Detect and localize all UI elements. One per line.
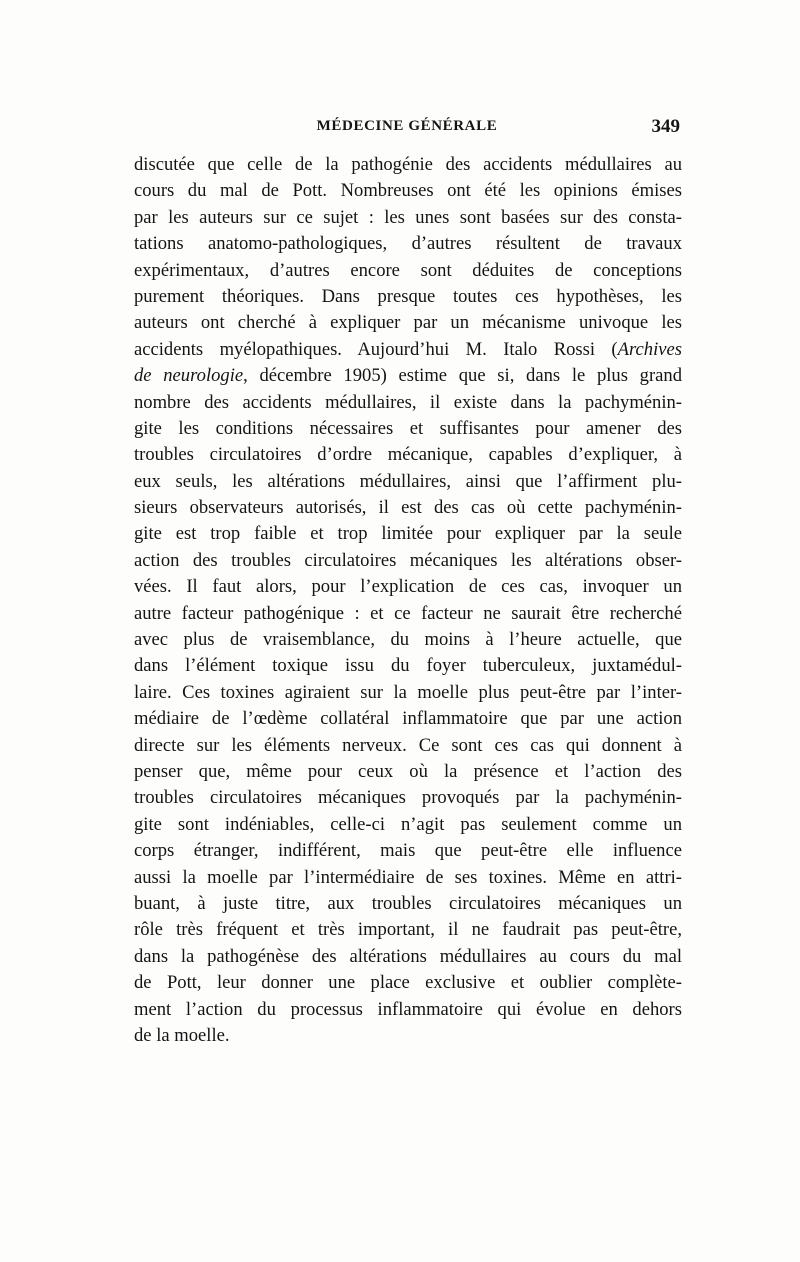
text-line: de Pott, leur donner une place exclusive et oublier complète- [134, 972, 682, 994]
text-segment: accidents myélopathiques. Aujourd’hui M. Italo Rossi ( [134, 338, 618, 360]
text-line: buant, à juste titre, aux troubles circulatoires mécaniques un [134, 892, 682, 914]
text-line: eux seuls, les altérations médullaires, ainsi que l’affirment plu- [134, 470, 682, 492]
text-line: avec plus de vraisemblance, du moins à l’heure actuelle, que [134, 629, 682, 651]
text-line: sieurs observateurs autorisés, il est des cas où cette pachyménin- [134, 497, 682, 519]
text-line: gite sont indéniables, celle-ci n’agit pas seulement comme un [134, 813, 682, 835]
text-line: action des troubles circulatoires mécaniques les altérations obser- [134, 549, 682, 571]
italic-title: Archives [617, 338, 682, 360]
text-line: tations anatomo-pathologiques, d’autres résultent de travaux [134, 233, 682, 255]
text-line: gite les conditions nécessaires et suffisantes pour amener des [134, 417, 682, 439]
text-line: vées. Il faut alors, pour l’explication de ces cas, invoquer un [134, 576, 682, 598]
text-line: aussi la moelle par l’intermédiaire de ses toxines. Même en attri- [134, 866, 682, 888]
text-line: rôle très fréquent et très important, il ne faudrait pas peut-être, [134, 919, 682, 941]
text-segment: , décembre 1905) estime que si, dans le plus grand [243, 365, 682, 387]
body-paragraph [134, 152, 682, 1049]
text-line: médiaire de l’œdème collatéral inflammatoire que par une action [134, 708, 682, 730]
text-line: discutée que celle de la pathogénie des accidents médullaires au [134, 154, 682, 175]
text-line: gite est trop faible et trop limitée pour expliquer par la seule [134, 523, 682, 545]
text-line: penser que, même pour ceux où la présence et l’action des [134, 760, 682, 782]
running-head [134, 116, 680, 140]
text-line: troubles circulatoires mécaniques provoqués par la pachyménin- [134, 787, 682, 809]
text-line [134, 363, 682, 389]
text-line: cours du mal de Pott. Nombreuses ont été les opinions émises [134, 180, 682, 202]
text-line: corps étranger, indifférent, mais que peut-être elle influence [134, 840, 682, 862]
running-title: MÉDECINE GÉNÉRALE [316, 118, 498, 134]
text-line: dans la pathogénèse des altérations médullaires au cours du mal [134, 945, 682, 967]
text-line: directe sur les éléments nerveux. Ce sont ces cas qui donnent à [134, 734, 682, 756]
text-line: de la moelle. [134, 1024, 230, 1046]
text-line: purement théoriques. Dans presque toutes ces hypothèses, les [134, 285, 682, 307]
page-number: 349 [651, 116, 680, 137]
text-line: ment l’action du processus inflammatoire qui évolue en dehors [134, 998, 682, 1020]
text-line: troubles circulatoires d’ordre mécanique, capables d’expliquer, à [134, 444, 682, 466]
text-line [134, 337, 682, 363]
italic-title: de neurologie [134, 365, 244, 387]
text-line: par les auteurs sur ce sujet : les unes sont basées sur des consta- [134, 206, 682, 228]
text-line: auteurs ont cherché à expliquer par un mécanisme univoque les [134, 312, 682, 334]
text-line: dans l’élément toxique issu du foyer tuberculeux, juxtamédul- [134, 655, 682, 677]
text-line: expérimentaux, d’autres encore sont déduites de conceptions [134, 259, 682, 281]
text-line: laire. Ces toxines agiraient sur la moelle plus peut-être par l’inter- [134, 681, 682, 703]
text-line: autre facteur pathogénique : et ce facteur ne saurait être recherché [134, 602, 682, 624]
text-line: nombre des accidents médullaires, il existe dans la pachyménin- [134, 391, 682, 413]
